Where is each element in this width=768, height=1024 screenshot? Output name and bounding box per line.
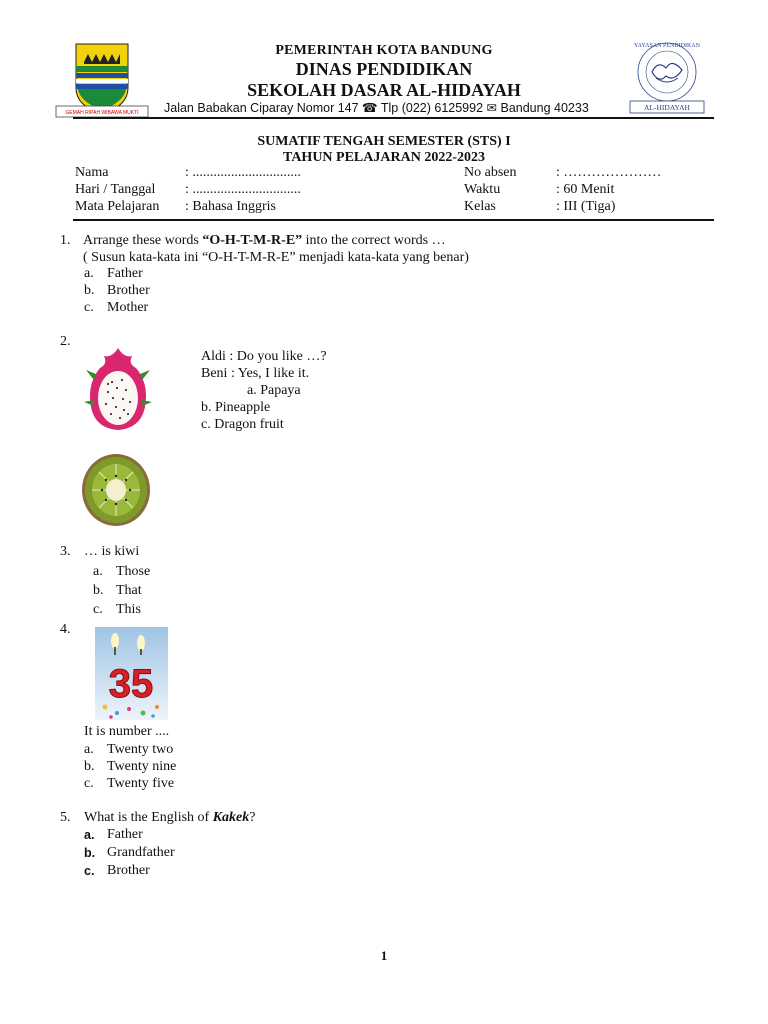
q1-option-letter: b.: [84, 283, 95, 298]
q3-option-text[interactable]: Those: [116, 564, 151, 579]
q3-number: 3.: [60, 544, 71, 559]
q4-option-letter: a.: [84, 742, 94, 757]
q2-dialog-beni: Beni : Yes, I like it.: [201, 366, 310, 381]
q4-option-letter: b.: [84, 759, 95, 774]
kiwi-icon: [80, 452, 152, 528]
q4-option-text[interactable]: Twenty two: [107, 742, 174, 757]
q4-text: It is number ....: [84, 724, 170, 739]
q3-text: … is kiwi: [84, 544, 140, 559]
q5-option-text[interactable]: Father: [107, 827, 143, 842]
kiwi-image: [80, 452, 152, 528]
q1-option-letter: c.: [84, 300, 94, 315]
q4-option-letter: c.: [84, 776, 94, 791]
field-label-mapel: Mata Pelajaran: [75, 199, 160, 214]
header-department: DINAS PENDIDIKAN: [295, 59, 473, 79]
phone-icon: ☎: [362, 101, 378, 115]
field-value-mapel: : Bahasa Inggris: [185, 199, 276, 214]
candle-number: 35: [108, 662, 154, 706]
logo-label: AL-HIDAYAH: [644, 103, 690, 112]
q4-option-text[interactable]: Twenty nine: [107, 759, 177, 774]
q5-option-text[interactable]: Grandfather: [107, 845, 175, 860]
q1-scrambled-word: “O-H-T-M-R-E”: [202, 233, 303, 248]
q5-option-text[interactable]: Brother: [107, 863, 150, 878]
field-label-waktu: Waktu: [464, 182, 501, 197]
birthday-candles-image: [95, 627, 168, 720]
dragon-fruit-icon: [82, 344, 154, 434]
field-value-nama[interactable]: : ...............................: [185, 165, 301, 180]
q5-option-letter: a.: [84, 828, 95, 842]
logo-arc-text: YAYASAN PENDIDIKAN: [634, 43, 700, 49]
q5-option-letter: c.: [84, 864, 95, 878]
mailbox-icon: ✉: [486, 101, 497, 115]
header-government: PEMERINTAH KOTA BANDUNG: [275, 43, 493, 58]
q1-text-a: Arrange these words: [83, 233, 203, 248]
q5-option-letter: b.: [84, 846, 96, 860]
q3-option-text[interactable]: That: [116, 583, 142, 598]
q2-option-b[interactable]: b. Pineapple: [201, 400, 271, 415]
field-value-kelas: : III (Tiga): [556, 199, 616, 214]
q3-option-letter: a.: [93, 564, 103, 579]
q3-option-letter: c.: [93, 602, 103, 617]
q3-option-text[interactable]: This: [116, 602, 141, 617]
q1-text: [83, 233, 446, 249]
header-address: [164, 100, 589, 115]
q1-option-text[interactable]: Father: [107, 266, 143, 281]
field-label-kelas: Kelas: [464, 199, 496, 214]
q5-text-a: What is the English of: [84, 810, 213, 825]
q4-number: 4.: [60, 622, 71, 637]
field-value-waktu: : 60 Menit: [556, 182, 615, 197]
q2-dialog-aldi: Aldi : Do you like …?: [201, 349, 327, 364]
q1-option-text[interactable]: Brother: [107, 283, 150, 298]
q2-option-c[interactable]: c. Dragon fruit: [201, 417, 284, 432]
q1-subtext: ( Susun kata-kata ini “O-H-T-M-R-E” menjadi kata-kata yang benar): [83, 250, 469, 265]
crest-motto: GEMAH RIPAH WIBAWA MUKTI: [65, 110, 139, 116]
q5-text: [84, 810, 255, 826]
q5-keyword: Kakek: [212, 810, 250, 825]
q2-number: 2.: [60, 334, 71, 349]
exam-year: TAHUN PELAJARAN 2022-2023: [283, 150, 485, 165]
address-street: Jalan Babakan Ciparay Nomor 147: [164, 101, 359, 115]
q1-option-text[interactable]: Mother: [107, 300, 149, 315]
fields-divider: [73, 219, 714, 221]
q1-option-letter: a.: [84, 266, 94, 281]
field-label-nama: Nama: [75, 165, 109, 180]
field-value-absen[interactable]: : …………………: [556, 165, 662, 180]
header-school-name: SEKOLAH DASAR AL-HIDAYAH: [247, 80, 521, 100]
header-divider: [73, 117, 714, 119]
q1-number: 1.: [60, 233, 71, 248]
page-number: 1: [380, 948, 388, 963]
exam-title: SUMATIF TENGAH SEMESTER (STS) I: [257, 134, 511, 149]
address-phone: Tlp (022) 6125992: [380, 101, 484, 115]
q2-option-a[interactable]: a. Papaya: [247, 383, 301, 398]
q1-text-c: into the correct words …: [302, 233, 446, 248]
candles-icon: [95, 627, 168, 720]
dragon-fruit-image: [82, 344, 154, 434]
field-value-hari[interactable]: : ...............................: [185, 182, 301, 197]
q5-text-c: ?: [249, 810, 256, 825]
q5-number: 5.: [60, 810, 71, 825]
address-city: Bandung 40233: [500, 101, 589, 115]
q3-option-letter: b.: [93, 583, 104, 598]
field-label-absen: No absen: [464, 165, 517, 180]
field-label-hari: Hari / Tanggal: [75, 182, 156, 197]
q4-option-text[interactable]: Twenty five: [107, 776, 175, 791]
